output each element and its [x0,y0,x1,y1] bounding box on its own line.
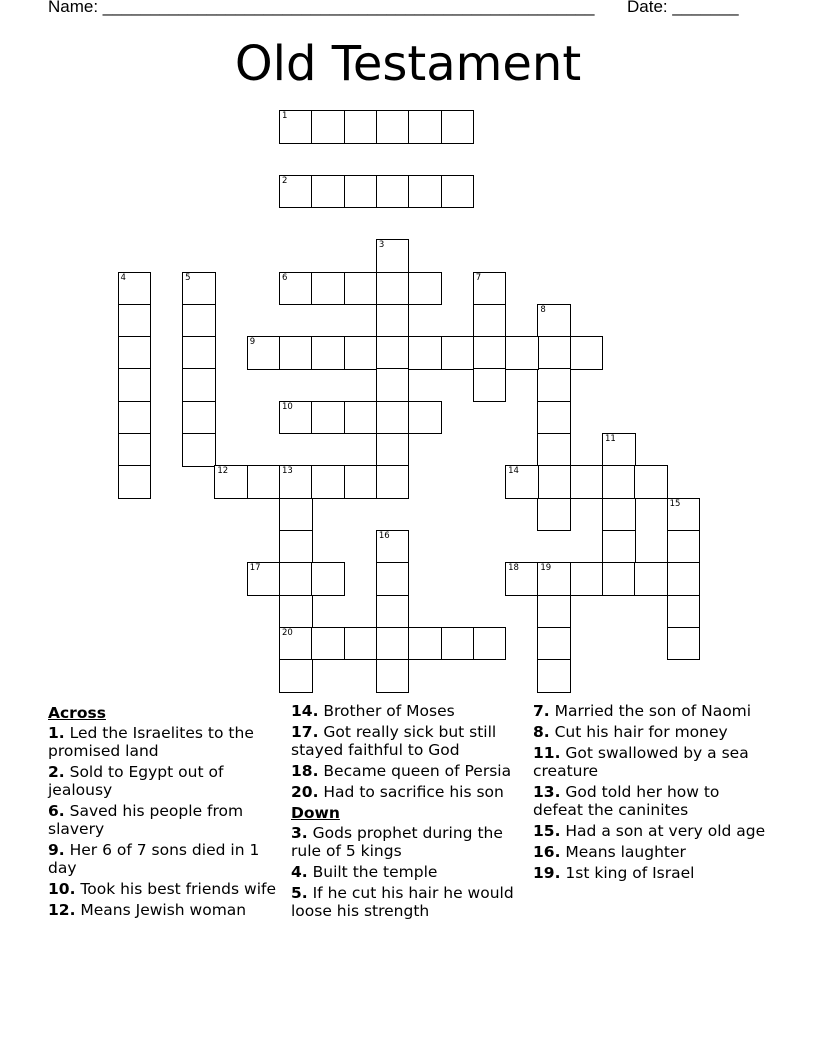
grid-cell[interactable] [311,175,345,209]
grid-cell[interactable] [667,595,701,629]
grid-cell[interactable] [376,530,410,564]
clue-item-number: 2. [48,763,65,781]
grid-cell[interactable] [279,627,313,661]
clue-item-number: 13. [533,783,561,801]
clue-item-text: Led the Israelites to the promised land [48,724,254,760]
clue-item-number: 5. [291,884,308,902]
grid-cell[interactable] [118,368,152,402]
grid-cell[interactable] [182,272,216,306]
grid-cell[interactable] [408,110,442,144]
grid-cell[interactable] [376,110,410,144]
grid-cell[interactable] [473,336,507,370]
grid-cell[interactable] [247,465,281,499]
grid-cell[interactable] [279,498,313,532]
grid-cell[interactable] [376,175,410,209]
clue-number: 7 [475,272,482,283]
grid-cell[interactable] [537,627,571,661]
grid-cell[interactable] [279,175,313,209]
grid-cell[interactable] [344,272,378,306]
clue-item [48,763,284,799]
clue-number: 10 [282,401,293,412]
clue-item-text: Means laughter [560,843,686,861]
grid-cell[interactable] [279,659,313,693]
clue-item-number: 12. [48,901,76,919]
clue-number: 2 [282,175,288,186]
grid-cell[interactable] [570,336,604,370]
grid-cell[interactable] [182,304,216,338]
grid-cell[interactable] [118,336,152,370]
grid-cell[interactable] [537,562,571,596]
grid-cell[interactable] [344,110,378,144]
grid-cell[interactable] [537,401,571,435]
clue-section-heading: Across [48,704,106,722]
grid-cell[interactable] [408,336,442,370]
grid-cell[interactable] [376,627,410,661]
grid-cell[interactable] [441,627,475,661]
clue-item [533,702,769,720]
clue-number: 11 [605,434,616,444]
grid-cell[interactable] [505,562,539,596]
clue-item [533,744,769,780]
clue-item-text: Got swallowed by a sea creature [533,744,749,780]
grid-cell[interactable] [376,659,410,693]
grid-cell[interactable] [344,465,378,499]
clue-number: 13 [282,466,293,477]
clue-item-number: 17. [291,723,319,741]
clue-number: 9 [249,337,256,348]
grid-cell[interactable] [311,401,345,435]
grid-cell[interactable] [311,562,345,596]
clue-item [291,884,527,920]
clue-item-text: Took his best friends wife [75,880,276,898]
grid-cell[interactable] [602,562,636,596]
grid-cell[interactable] [634,562,668,596]
clue-item-text: Brother of Moses [318,702,455,720]
clue-number: 18 [508,563,519,574]
grid-cell[interactable] [473,627,507,661]
clue-item-text: 1st king of Israel [560,864,695,882]
clue-number: 1 [282,111,288,121]
grid-cell[interactable] [118,433,152,467]
clue-item-text: Married the son of Naomi [549,702,752,720]
grid-cell[interactable] [311,465,345,499]
page-title: Old Testament [234,36,582,92]
grid-cell[interactable] [537,498,571,532]
grid-cell[interactable] [408,401,442,435]
grid-cell[interactable] [118,272,152,306]
grid-cell[interactable] [182,336,216,370]
clue-item [291,824,527,860]
grid-cell[interactable] [441,336,475,370]
clue-item [291,783,527,801]
grid-cell[interactable] [376,336,410,370]
grid-cell[interactable] [667,530,701,564]
clue-item-number: 3. [291,824,308,842]
grid-cell[interactable] [376,401,410,435]
grid-cell[interactable] [182,368,216,402]
grid-cell[interactable] [634,465,668,499]
clue-item [533,783,769,819]
clue-item-number: 6. [48,802,65,820]
clue-item [533,723,769,741]
grid-cell[interactable] [667,562,701,596]
grid-cell[interactable] [279,562,313,596]
grid-cell[interactable] [279,110,313,144]
clue-number: 3 [378,240,385,251]
grid-cell[interactable] [667,498,701,532]
grid-cell[interactable] [311,272,345,306]
clue-item-text: God told her how to defeat the caninites [533,783,720,819]
clue-item [291,723,527,759]
clue-item [48,841,284,877]
name-field[interactable]: Name: ____________________________________________________ [48,0,595,16]
clue-item-text: Her 6 of 7 sons died in 1 day [48,841,260,877]
clue-item-text: Became queen of Persia [318,762,512,780]
grid-cell[interactable] [408,175,442,209]
grid-cell[interactable] [311,110,345,144]
grid-cell[interactable] [441,110,475,144]
clue-column-3 [533,702,769,885]
grid-cell[interactable] [505,465,539,499]
grid-cell[interactable] [214,465,248,499]
grid-cell[interactable] [570,562,604,596]
grid-cell[interactable] [376,272,410,306]
grid-cell[interactable] [118,304,152,338]
grid-cell[interactable] [537,368,571,402]
grid-cell[interactable] [182,433,216,467]
grid-cell[interactable] [537,659,571,693]
grid-cell[interactable] [279,530,313,564]
grid-cell[interactable] [602,498,636,532]
grid-cell[interactable] [279,401,313,435]
grid-cell[interactable] [344,336,378,370]
clue-number: 16 [378,530,390,541]
grid-cell[interactable] [344,401,378,435]
clue-item-number: 10. [48,880,76,898]
clue-item-text: Had a son at very old age [560,822,766,840]
clue-item-number: 4. [291,863,308,881]
clue-item [48,880,284,898]
clue-item [48,724,284,760]
clue-number: 6 [282,272,288,283]
clue-item-text: Saved his people from slavery [48,802,244,838]
clue-item-text: Gods prophet during the rule of 5 kings [291,824,503,860]
grid-cell[interactable] [279,595,313,629]
grid-cell[interactable] [311,627,345,661]
grid-cell[interactable] [602,530,636,564]
grid-cell[interactable] [279,336,313,370]
clue-number: 4 [120,272,126,283]
grid-cell[interactable] [537,465,571,499]
grid-cell[interactable] [667,627,701,661]
grid-cell[interactable] [344,175,378,209]
grid-cell[interactable] [376,433,410,467]
clue-number: 12 [217,466,229,477]
clue-number: 19 [540,563,552,574]
grid-cell[interactable] [279,272,313,306]
clue-item [48,802,284,838]
clue-item [291,863,527,881]
date-field[interactable]: Date: _______ [627,0,739,16]
grid-cell[interactable] [570,465,604,499]
clue-item-text: Had to sacrifice his son [318,783,504,801]
clue-item-text: Built the temple [307,863,438,881]
clue-item [48,901,284,919]
grid-cell[interactable] [247,336,281,370]
clue-column-2 [291,702,527,923]
clue-item-text: Cut his hair for money [549,723,728,741]
grid-cell[interactable] [344,627,378,661]
clue-item [533,843,769,861]
grid-cell[interactable] [279,465,313,499]
clue-number: 8 [540,304,546,315]
clue-item-number: 11. [533,744,561,762]
grid-cell[interactable] [376,465,410,499]
grid-cell[interactable] [118,465,152,499]
clue-number: 5 [185,272,191,283]
grid-cell[interactable] [537,433,571,467]
grid-cell[interactable] [473,304,507,338]
clue-item [291,702,527,720]
grid-cell[interactable] [376,368,410,402]
clue-item-number: 8. [533,723,550,741]
clue-item-number: 7. [533,702,550,720]
clue-number: 20 [282,627,293,638]
grid-cell[interactable] [408,272,442,306]
clue-item-number: 15. [533,822,561,840]
clue-item-text: Means Jewish woman [75,901,247,919]
grid-cell[interactable] [473,272,507,306]
grid-cell[interactable] [376,239,410,273]
grid-cell[interactable] [537,595,571,629]
clue-item-text: If he cut his hair he would loose his strength [291,884,514,920]
clue-item-number: 16. [533,843,561,861]
grid-cell[interactable] [537,304,571,338]
grid-cell[interactable] [182,401,216,435]
grid-cell[interactable] [473,368,507,402]
clue-item [533,864,769,882]
grid-cell[interactable] [247,562,281,596]
clue-item-number: 19. [533,864,561,882]
clue-item-number: 18. [291,762,319,780]
clue-item [291,762,527,780]
grid-cell[interactable] [441,175,475,209]
clue-item-number: 9. [48,841,65,859]
clue-item [533,822,769,840]
clue-number: 15 [669,498,681,509]
clue-item-number: 20. [291,783,319,801]
clue-item-text: Got really sick but still stayed faithful to God [291,723,497,759]
grid-cell[interactable] [118,401,152,435]
grid-cell[interactable] [311,336,345,370]
grid-cell[interactable] [602,433,636,467]
clue-number: 17 [249,563,261,574]
clue-item-number: 14. [291,702,319,720]
grid-cell[interactable] [376,595,410,629]
grid-cell[interactable] [537,336,571,370]
grid-cell[interactable] [505,336,539,370]
clue-item-number: 1. [48,724,65,742]
grid-cell[interactable] [376,562,410,596]
grid-cell[interactable] [376,304,410,338]
grid-cell[interactable] [602,465,636,499]
clue-section-heading: Down [291,804,340,822]
clue-item-text: Sold to Egypt out of jealousy [48,763,224,799]
grid-cell[interactable] [408,627,442,661]
clue-number: 14 [508,466,519,477]
clue-column-1 [48,702,284,922]
